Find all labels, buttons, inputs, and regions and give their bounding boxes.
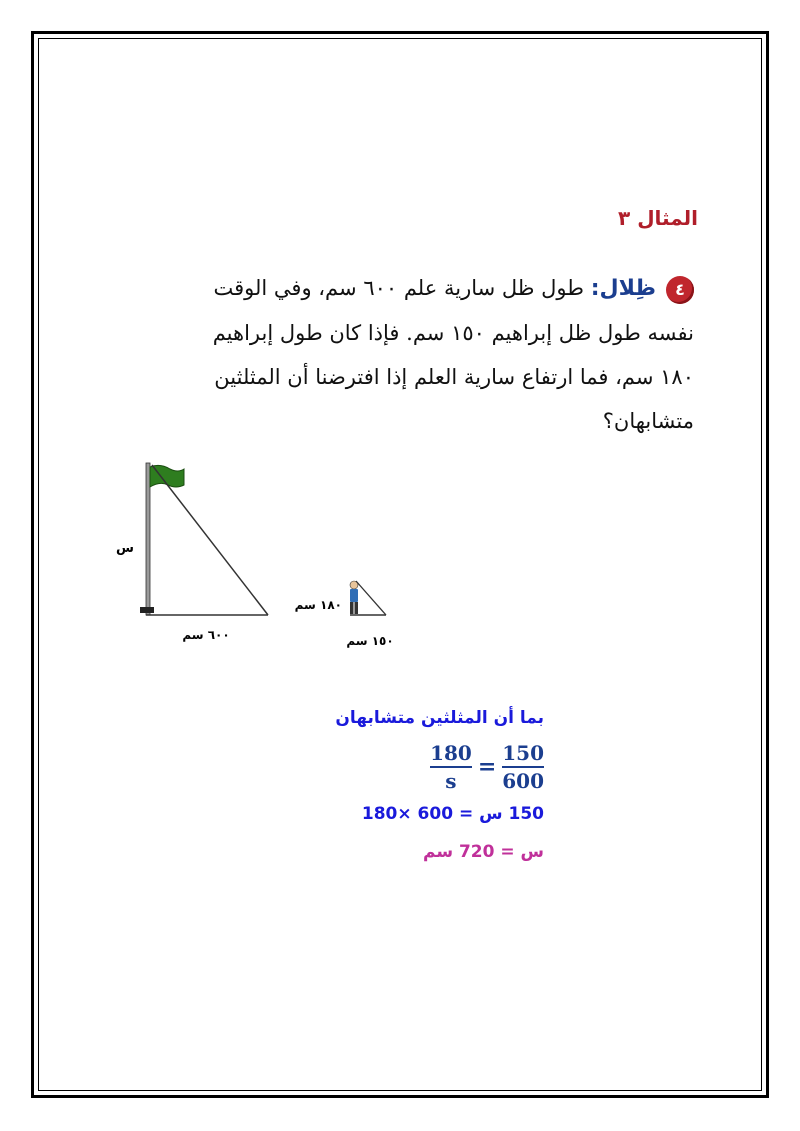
shadow-diagram <box>100 455 420 655</box>
person-shadow-label: ١٥٠ سم <box>346 634 394 648</box>
pole-shadow-label: ٦٠٠ سم <box>182 628 230 642</box>
fraction-left <box>430 740 472 794</box>
problem-statement <box>194 266 694 443</box>
proportion-equation <box>430 740 544 794</box>
fraction-right <box>502 740 544 794</box>
person-hypotenuse <box>356 581 386 615</box>
fraction-left-numerator: 180 <box>430 741 472 765</box>
problem-text: طول ظل سارية علم ٦٠٠ سم، وفي الوقت نفسه طول ظل إبراهيم ١٥٠ سم. فإذا كان طول إبراهيم ١٨٠ سم، فما ارتفاع سارية العلم إذا افترضنا أن المثلثين متشابهان؟ <box>212 276 694 433</box>
person-figure <box>350 581 358 614</box>
fraction-right-denominator: 600 <box>502 769 544 793</box>
fraction-right-numerator: 150 <box>502 741 544 765</box>
example-title: المثال ٣ <box>618 206 698 230</box>
cross-multiplication: 150 س = 600 ×180 <box>361 804 544 824</box>
equals-sign: = <box>477 754 497 780</box>
person-height-label: ١٨٠ سم <box>294 598 342 612</box>
flag-pole <box>146 463 150 615</box>
solution-intro: بما أن المثلثين متشابهان <box>335 708 544 728</box>
fraction-left-denominator: s <box>445 769 457 793</box>
problem-number-badge: ٤ <box>666 276 694 304</box>
solution-result: س = 720 سم <box>422 842 544 862</box>
pole-height-label: س <box>116 541 134 556</box>
pole-hypotenuse <box>152 465 268 615</box>
pole-base <box>140 607 154 613</box>
problem-keyword: ظِلال: <box>590 276 656 301</box>
